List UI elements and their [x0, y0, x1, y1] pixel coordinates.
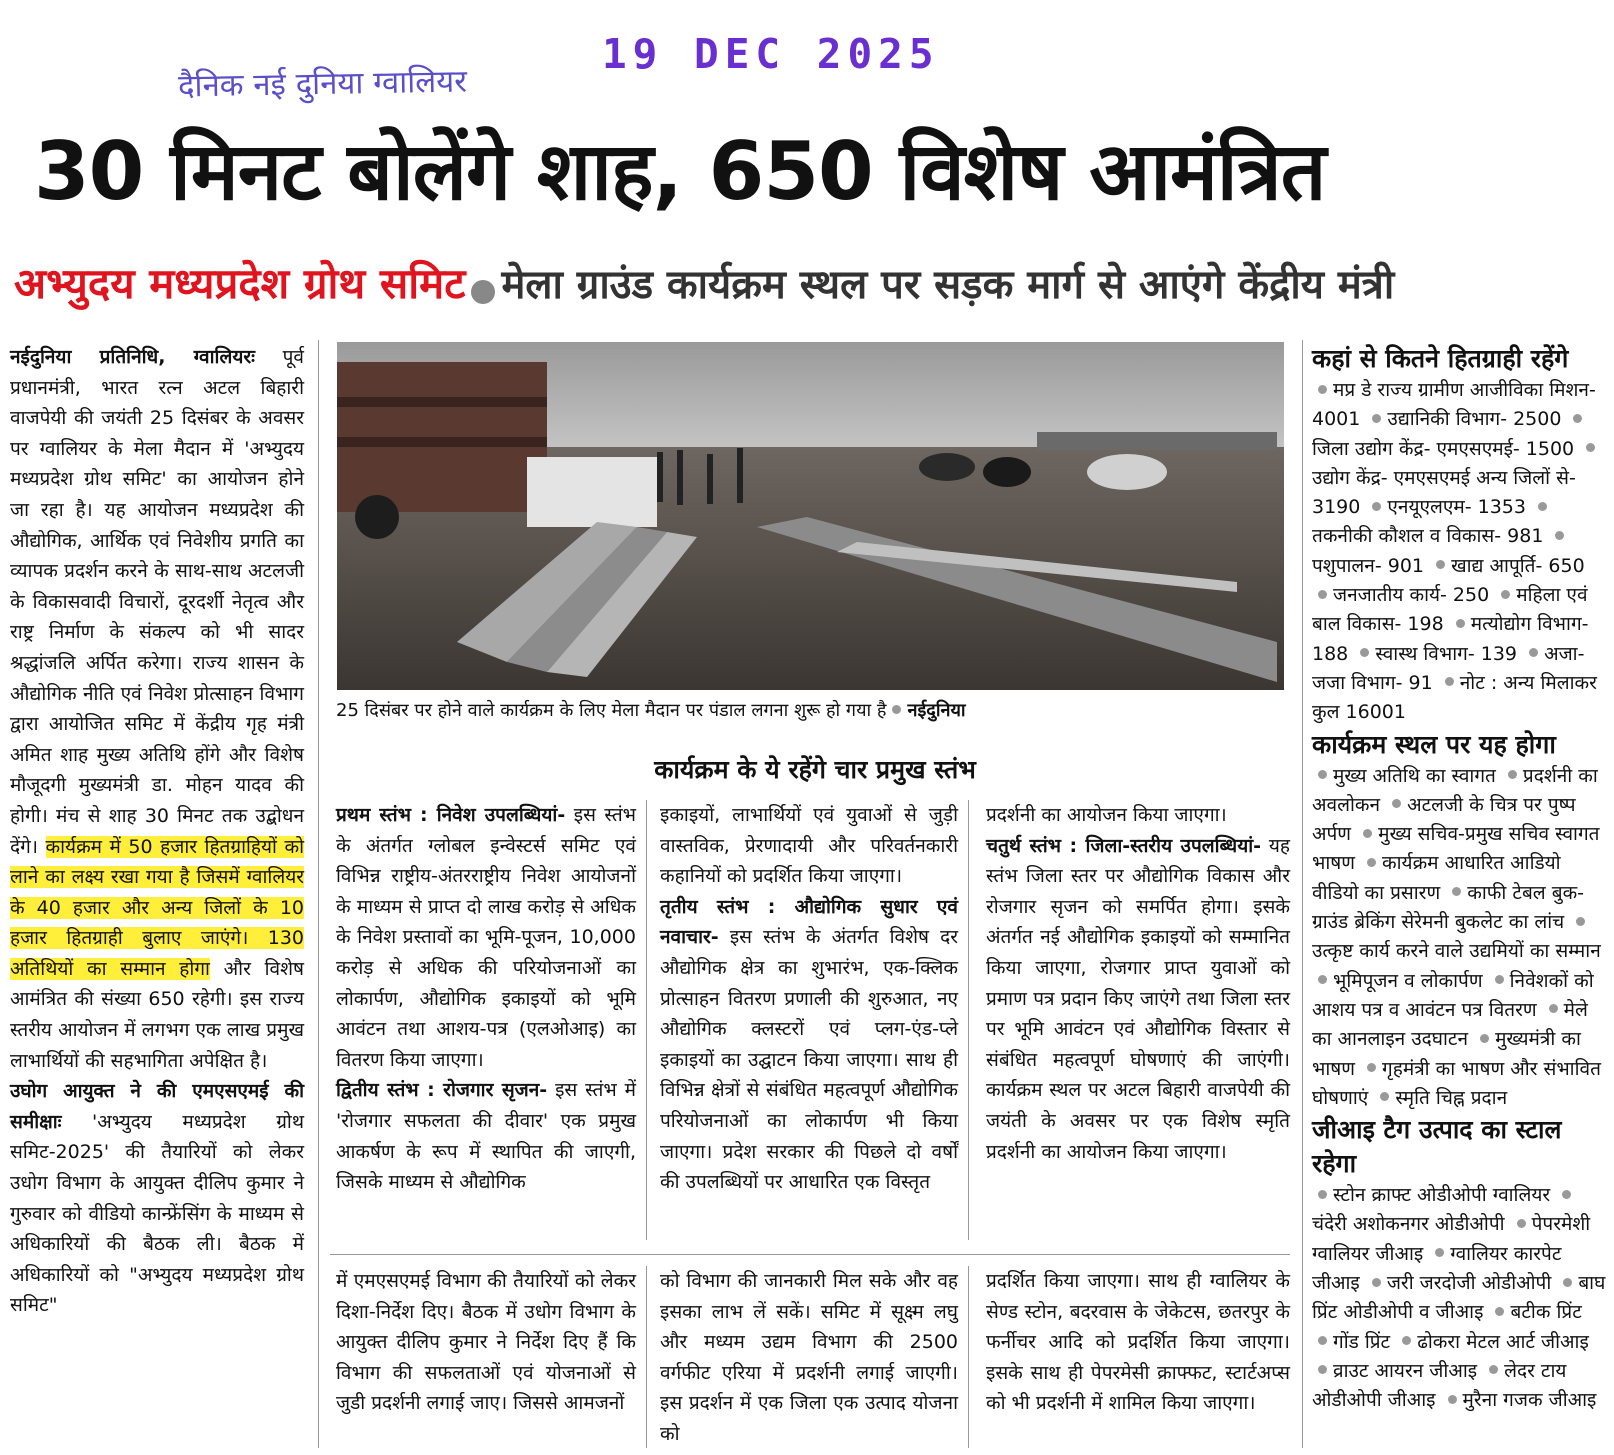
- left-article-column: [10, 342, 304, 1321]
- bullet-dot-icon: [892, 705, 901, 714]
- bullet-dot-icon: [1456, 619, 1465, 628]
- photo-credit: नईदुनिया: [907, 700, 966, 721]
- bullet-dot-icon: [1495, 1307, 1504, 1316]
- newspaper-source-stamp: दैनिक नई दुनिया ग्वालियर: [177, 63, 468, 105]
- sidebar-list-item: काफी टेबल बुक- ग्राउंड ब्रेकिंग सेरेमनी बुकलेट का लांच: [1312, 881, 1585, 934]
- bullet-dot-icon: [1318, 975, 1327, 984]
- sidebar-list-item: गोंड प्रिंट: [1333, 1330, 1391, 1353]
- bullet-dot-icon: [1372, 502, 1381, 511]
- sidebar-list-item: खाद्य आपूर्ति- 650: [1451, 554, 1585, 577]
- photo-caption-row: [336, 698, 1296, 722]
- sidebar-list-item: स्वास्थ विभाग- 139: [1375, 642, 1518, 665]
- sidebar-list-item: मुरैना गजक जीआइ: [1462, 1389, 1597, 1412]
- kicker: अभ्युदय मध्यप्रदेश ग्रोथ समिट: [14, 259, 466, 308]
- pillar-head: द्वितीय स्तंभ : रोजगार सृजन-: [336, 1079, 548, 1102]
- sidebar-list-item: कार्यक्रम आधारित आडियो वीडियो का प्रसारण: [1312, 852, 1561, 904]
- bullet-dot-icon: [1318, 590, 1327, 599]
- bullet-dot-icon: [1480, 1034, 1489, 1043]
- bullet-dot-icon: [1549, 1004, 1558, 1013]
- pillars-column-1: [336, 800, 636, 1198]
- sidebar-list-item: मत्योद्योग विभाग- 188: [1312, 613, 1589, 665]
- sidebar-list-item: निवेशकों को आशय पत्र व आवंटन पत्र वितरण: [1312, 969, 1594, 1021]
- column-divider: [646, 1266, 647, 1448]
- gi-tag-list: [1312, 1181, 1608, 1415]
- bullet-dot-icon: [1586, 443, 1595, 452]
- sidebar-list-item: उत्कृष्ट कार्य करने वाले उद्यमियों का सम्मान: [1312, 940, 1601, 963]
- column-divider: [646, 800, 647, 1240]
- bullet-dot-icon: [1318, 1365, 1327, 1374]
- sidebar-list-item: प्रदर्शनी का अवलोकन: [1312, 764, 1598, 816]
- bullet-dot-icon: [1360, 648, 1369, 657]
- sidebar-list-item: पशुपालन- 901: [1312, 554, 1425, 577]
- event-site-photo: [337, 342, 1284, 690]
- sidebar-list-item: भूमिपूजन व लोकार्पण: [1333, 969, 1483, 992]
- bullet-dot-icon: [1367, 858, 1376, 867]
- sidebar-list-item: जरी जरदोजी ओडीओपी: [1386, 1272, 1552, 1295]
- bullet-dot-icon: [1452, 887, 1461, 896]
- pillars-column-2: [660, 800, 958, 1198]
- pillar-text: इकाइयों, लाभार्थियों एवं युवाओं से जुड़ी वास्तविक, प्रेरणादायी और परिवर्तनकारी कहानियों को प्रदर्शित किया जाएगा।: [660, 804, 958, 888]
- sidebar-list-item: एनयूएलएम- 1353: [1387, 496, 1526, 519]
- sidebar-list-item: पेपरमेशी ग्वालियर जीआइ: [1312, 1213, 1591, 1265]
- bullet-dot-icon: [1318, 1190, 1327, 1199]
- bullet-dot-icon: [1563, 1278, 1572, 1287]
- sidebar-box3-title: जीआइ टैग उत्पाद का स्टाल रहेगा: [1312, 1115, 1562, 1179]
- sidebar-list-item: ग्वालियर कारपेट जीआइ: [1312, 1242, 1562, 1295]
- sidebar-box1-title: कहां से कितने हितग्राही रहेंगे: [1312, 344, 1569, 373]
- sidebar-list-item: उद्यानिकी विभाग- 2500: [1387, 408, 1562, 431]
- sidebar-list-item: स्टोन क्राफ्ट ओडीओपी ग्वालियर: [1333, 1184, 1551, 1207]
- article-paragraph: 'अभ्युदय मध्यप्रदेश ग्रोथ समिट-2025' की तैयारियों को लेकर उधोग विभाग के आयुक्त दीलिप कुमार ने गुरुवार को वीडियो कान्फ्रेंसिंग के माध्यम से अधिकारियों की बैठक ली। बैठक में अधिकारियों को "अभ्युदय मध्यप्रदेश ग्रोथ समिट": [10, 1110, 304, 1317]
- sidebar-list-item: अजा-जजा विभाग- 91: [1312, 642, 1585, 694]
- bullet-dot-icon: [1436, 560, 1445, 569]
- sidebar-list-item: गृहमंत्री का भाषण और संभावित घोषणाएं: [1312, 1057, 1601, 1109]
- sidebar-list-item: लेदर टाय ओडीओपी जीआइ: [1312, 1359, 1567, 1412]
- section-subhead: उघोग आयुक्त ने की एमएसएमई की समीक्षाः: [10, 1080, 304, 1133]
- highlighted-text: कार्यक्रम में 50 हजार हितग्राहियों को लाने का लक्ष्य रखा गया है जिसमें ग्वालियर के 40 हजार और अन्य जिलों के 10 हजार हितग्राही बुलाए जाएंगे। 130 अतिथियों का सम्मान होगा: [10, 835, 304, 980]
- bullet-dot-icon: [1435, 1248, 1444, 1257]
- subheadline-row: [14, 254, 1604, 314]
- sidebar: [1312, 342, 1608, 1416]
- bullet-dot-icon: [471, 280, 495, 304]
- article-paragraph: और विशेष आमंत्रित की संख्या 650 रहेगी। इस राज्य स्तरीय आयोजन में लगभग एक लाख प्रमुख लाभार्थियों की सहभागिता अपेक्षित है।: [10, 957, 304, 1072]
- sidebar-list-item: स्मृति चिह्न प्रदान: [1395, 1086, 1508, 1109]
- bullet-dot-icon: [1529, 648, 1538, 657]
- bullet-dot-icon: [1501, 590, 1510, 599]
- sidebar-list-item: उद्योग केंद्र- एमएसएमई अन्य जिलों से- 3190: [1312, 466, 1576, 519]
- sidebar-list-item: मुख्य सचिव-प्रमुख सचिव स्वागत भाषण: [1312, 823, 1600, 875]
- section-divider: [330, 1254, 1290, 1255]
- pillars-column-3: [986, 800, 1290, 1167]
- pillars-title: कार्यक्रम के ये रहेंगे चार प्रमुख स्तंभ: [654, 755, 976, 784]
- bullet-dot-icon: [1489, 1365, 1498, 1374]
- sidebar-list-item: चंदेरी अशोकनगर ओडीओपी: [1312, 1213, 1505, 1236]
- bullet-dot-icon: [1318, 385, 1327, 394]
- pillar-text: यह स्तंभ जिला स्तर पर औद्योगिक विकास और रोजगार सृजन को समर्पित होगा। इसके अंतर्गत नई औद्योगिक इकाइयों को सम्मानित किया जाएगा, रोजगार प्राप्त युवाओं को प्रमाण पत्र प्रदान किए जाएंगे तथा जिला स्तर पर भूमि आवंटन एवं औद्योगिक विस्तार से संबंधित महत्वपूर्ण घोषणाएं की जाएंगी। कार्यक्रम स्थल पर अटल बिहारी वाजपेयी की जयंती के अवसर पर एक विशेष स्मृति प्रदर्शनी का आयोजन किया जाएगा।: [986, 834, 1290, 1163]
- sidebar-list-item: जनजातीय कार्य- 250: [1333, 584, 1490, 607]
- bullet-dot-icon: [1318, 770, 1327, 779]
- program-list: [1312, 762, 1608, 1114]
- sidebar-list-item: मेले का आनलाइन उदघाटन: [1312, 998, 1588, 1051]
- sidebar-list-item: अटलजी के चित्र पर पुष्प अर्पण: [1312, 793, 1576, 846]
- pillar-text: इस स्तंभ में 'रोजगार सफलता की दीवार' एक प्रमुख आकर्षण के रूप में स्थापित की जाएगी, जिसके माध्यम से औद्योगिक: [336, 1079, 636, 1194]
- pillar-head: प्रथम स्तंभ : निवेश उपलब्धियां-: [336, 804, 566, 826]
- article-paragraph: पूर्व प्रधानमंत्री, भारत रत्न अटल बिहारी वाजपेयी की जयंती 25 दिसंबर के अवसर पर ग्वालियर के मेला मैदान में 'अभ्युदय मध्यप्रदेश ग्रोथ समिट' का आयोजन होने जा रहा है। यह आयोजन मध्यप्रदेश की औद्योगिक, आर्थिक एवं निवेशीय प्रगति का व्यापक प्रदर्शन करने के साथ-साथ अटलजी के विकासवादी विचारों, दूरदर्शी नेतृत्व और राष्ट्र निर्माण के संकल्प को भी सादर श्रद्धांजलि अर्पित करेगा। राज्य शासन के औद्योगिक नीति एवं निवेश प्रोत्साहन विभाग द्वारा आयोजित समिट में केंद्रीय गृह मंत्री अमित शाह मुख्य अतिथि होंगे और विशेष मौजूदगी मुख्यमंत्री डा. मोहन यादव की होगी। मंच से शाह 30 मिनट तक उद्बोधन देंगे।: [10, 346, 304, 858]
- bullet-dot-icon: [1562, 1190, 1571, 1199]
- bullet-dot-icon: [1445, 677, 1454, 686]
- bullet-dot-icon: [1372, 1278, 1381, 1287]
- dateline: नईदुनिया प्रतिनिधि, ग्वालियरः: [10, 346, 255, 368]
- column-divider: [968, 800, 969, 1240]
- sidebar-list-item: तकनीकी कौशल व विकास- 981: [1312, 525, 1544, 548]
- bullet-dot-icon: [1555, 531, 1564, 540]
- sidebar-list-item: बाघ प्रिंट ओडीओपी व जीआइ: [1312, 1272, 1606, 1324]
- bullet-dot-icon: [1573, 414, 1582, 423]
- sidebar-list-item: मप्र डे राज्य ग्रामीण आजीविका मिशन- 4001: [1312, 379, 1596, 431]
- sidebar-list-item: मुख्यमंत्री का भाषण: [1312, 1028, 1581, 1080]
- bullet-dot-icon: [1367, 1063, 1376, 1072]
- bottom-column-1: में एमएसएमई विभाग की तैयारियों को लेकर दिशा-निर्देश दिए। बैठक में उधोग विभाग के आयुक्त दीलिप कुमार ने निर्देश दिए हैं कि विभाग की सफलताओं एवं योजनाओं से जुडी प्रदर्शनी लगाई जाए। जिससे आमजनों: [336, 1270, 636, 1415]
- sidebar-list-item: महिला एवं बाल विकास- 198: [1312, 584, 1588, 636]
- sidebar-list-item: बटीक प्रिंट: [1510, 1301, 1582, 1324]
- photo-caption: 25 दिसंबर पर होने वाले कार्यक्रम के लिए मेला मैदान पर पंडाल लगना शुरू हो गया है: [336, 700, 887, 721]
- sidebar-box2-title: कार्यक्रम स्थल पर यह होगा: [1312, 729, 1556, 759]
- bullet-dot-icon: [1538, 502, 1547, 511]
- pillar-text: प्रदर्शनी का आयोजन किया जाएगा।: [986, 804, 1227, 826]
- beneficiaries-list: [1312, 376, 1608, 728]
- sidebar-list-item: मुख्य अतिथि का स्वागत: [1333, 764, 1496, 787]
- pillar-head: चतुर्थ स्तंभ : जिला-स्तरीय उपलब्धियां-: [986, 834, 1262, 857]
- sidebar-list-item: व्राउट आयरन जीआइ: [1333, 1359, 1478, 1382]
- bullet-dot-icon: [1495, 975, 1504, 984]
- bullet-dot-icon: [1380, 1092, 1389, 1101]
- photo-image: [337, 342, 1284, 690]
- column-divider: [968, 1266, 969, 1448]
- bottom-column-2: को विभाग की जानकारी मिल सके और वह इसका लाभ लें सकें। समिट में सूक्ष्म लघु और मध्यम उद्यम विभाग की 2500 वर्गफीट एरिया में प्रदर्शनी लगाई जाएगी। इस प्रदर्शन में एक जिला एक उत्पाद योजना को: [660, 1270, 958, 1445]
- bullet-dot-icon: [1372, 414, 1381, 423]
- bullet-dot-icon: [1392, 799, 1401, 808]
- bullet-dot-icon: [1576, 917, 1585, 926]
- bottom-column-3: प्रदर्शित किया जाएगा। साथ ही ग्वालियर के सेण्ड स्टोन, बदरवास के जेकेटस, छतरपुर के फर्नीचर आदि को प्रदर्शित किया जाएगा। इसके साथ ही पेपरमेसी क्राफ्फट, स्टार्टअप्स को भी प्रदर्शनी में शामिल किया जाएगा।: [986, 1270, 1290, 1415]
- bullet-dot-icon: [1448, 1395, 1457, 1404]
- bullet-dot-icon: [1402, 1336, 1411, 1345]
- date-stamp: 19 DEC 2025: [602, 30, 940, 78]
- bullet-dot-icon: [1318, 1336, 1327, 1345]
- bullet-dot-icon: [1517, 1219, 1526, 1228]
- sidebar-list-item: जिला उद्योग केंद्र- एमएसएमई- 1500: [1312, 437, 1575, 460]
- pillar-head: तृतीय स्तंभ : औद्योगिक सुधार एवं नवाचार-: [660, 895, 958, 949]
- sidebar-list-item: ढोकरा मेटल आर्ट जीआइ: [1417, 1330, 1589, 1353]
- pillar-text: इस स्तंभ के अंतर्गत ग्लोबल इन्वेस्टर्स समिट एवं विभिन्न राष्ट्रीय-अंतरराष्ट्रीय निवेश आयोजनों के माध्यम से प्राप्त दो लाख करोड़ से अधिक के निवेश प्रस्तावों का भूमि-पूजन, 10,000 करोड़ से अधिक की परियोजनाओं का लोकार्पण, औद्योगिक इकाइयों को भूमि आवंटन तथा आशय-पत्र (एलओआइ) का वितरण किया जाएगा।: [336, 804, 637, 1071]
- column-divider: [1302, 340, 1303, 1448]
- bullet-dot-icon: [1363, 829, 1372, 838]
- bullet-dot-icon: [1508, 770, 1517, 779]
- subheadline: मेला ग्राउंड कार्यक्रम स्थल पर सड़क मार्ग से आएंगे केंद्रीय मंत्री: [501, 262, 1395, 308]
- column-divider: [318, 340, 319, 1448]
- sidebar-list-item: नोट : अन्य मिलाकर कुल 16001: [1312, 671, 1597, 724]
- pillar-text: इस स्तंभ के अंतर्गत विशेष दर औद्योगिक क्षेत्र का शुभारंभ, एक-क्लिक प्रोत्साहन वितरण प्रणाली की शुरुआत, नए औद्योगिक क्लस्टरों एवं प्लग-एंड-प्ले इकाइयों का उद्घाटन किया जाएगा। साथ ही विभिन्न क्षेत्रों से संबंधित महत्वपूर्ण औद्योगिक परियोजनाओं का लोकार्पण भी किया जाएगा। प्रदेश सरकार की पिछले दो वर्षों की उपलब्धियों पर आधारित एक विस्तृत: [660, 926, 958, 1194]
- headline: 30 मिनट बोलेंगे शाह, 650 विशेष आमंत्रित: [34, 125, 1326, 218]
